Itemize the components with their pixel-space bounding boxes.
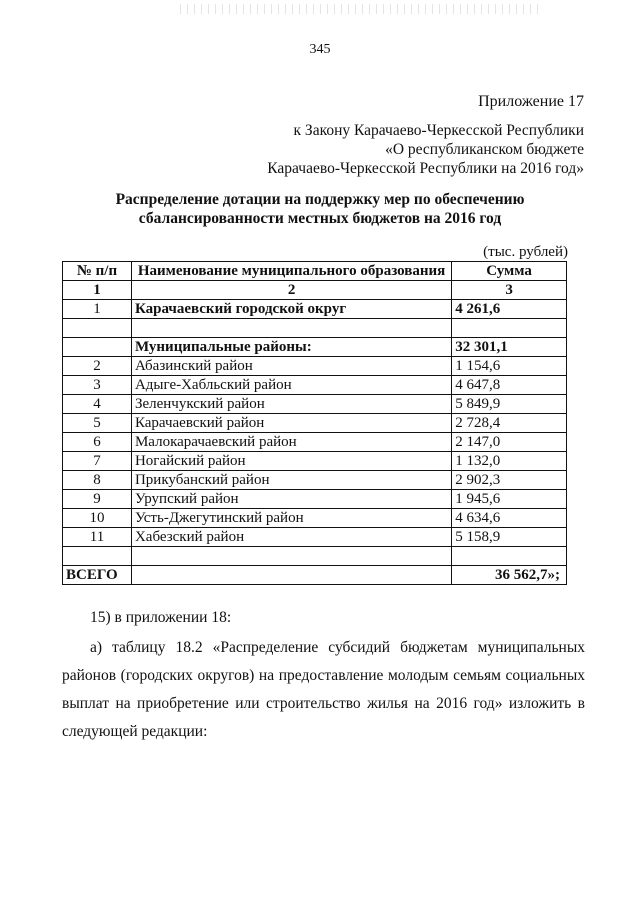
- table-row: 6 Малокарачаевский район 2 147,0: [63, 433, 567, 452]
- total-sum: 36 562,7»;: [452, 566, 567, 585]
- table-row: 11 Хабезский район 5 158,9: [63, 528, 567, 547]
- scan-noise: [180, 4, 540, 14]
- total-label: ВСЕГО: [63, 566, 132, 585]
- paragraph-item-a: а) таблицу 18.2 «Распределение субсидий бюджетам муниципальных районов (городских округов) на предоставление молодым семьям социальных выплат на приобретение или строительство жилья на 2016 год» изложить в следующей редакции:: [62, 639, 585, 740]
- header-name: Наименование муниципального образования: [131, 262, 451, 281]
- paragraph-item-15: 15) в приложении 18:: [90, 609, 232, 626]
- table-heading: [0, 190, 640, 228]
- appendix-republic-line: Карачаево-Черкесской Республики на 2016 год»: [267, 160, 584, 177]
- city-row: [63, 300, 567, 319]
- table-row: 4 Зеленчукский район 5 849,9: [63, 395, 567, 414]
- index-sum: 3: [452, 281, 567, 300]
- index-name: 2: [131, 281, 451, 300]
- header-sum: Сумма: [452, 262, 567, 281]
- table-heading-line-2: сбалансированности местных бюджетов на 2016 год: [138, 210, 502, 227]
- empty-row: [63, 319, 567, 338]
- table-row: 5 Карачаевский район 2 728,4: [63, 414, 567, 433]
- districts-sum: 32 301,1: [452, 338, 567, 357]
- districts-label: Муниципальные районы:: [131, 338, 451, 357]
- unit-note: (тыс. рублей): [483, 244, 568, 260]
- table-header-row: [63, 262, 567, 281]
- index-num: 1: [63, 281, 132, 300]
- index-row: [63, 281, 567, 300]
- city-name: Карачаевский городской округ: [131, 300, 451, 319]
- table-row: 7 Ногайский район 1 132,0: [63, 452, 567, 471]
- page-number: 345: [309, 42, 331, 57]
- header-num: № п/п: [63, 262, 132, 281]
- empty-row: [63, 547, 567, 566]
- total-row: [63, 566, 567, 585]
- subsidy-table: [62, 261, 567, 585]
- city-sum: 4 261,6: [452, 300, 567, 319]
- table-heading-line-1: Распределение дотации на поддержку мер по обеспечению: [115, 191, 525, 208]
- table-row: 2 Абазинский район 1 154,6: [63, 357, 567, 376]
- districts-total-row: [63, 338, 567, 357]
- table-row: 10 Усть-Джегутинский район 4 634,6: [63, 509, 567, 528]
- appendix-law-line: к Закону Карачаево-Черкесской Республики: [293, 122, 584, 139]
- appendix-budget-line: «О республиканском бюджете: [385, 141, 584, 158]
- table-row: 8 Прикубанский район 2 902,3: [63, 471, 567, 490]
- table-row: 9 Урупский район 1 945,6: [63, 490, 567, 509]
- appendix-title: Приложение 17: [478, 93, 584, 110]
- city-num: 1: [63, 300, 132, 319]
- table-row: 3 Адыге-Хабльский район 4 647,8: [63, 376, 567, 395]
